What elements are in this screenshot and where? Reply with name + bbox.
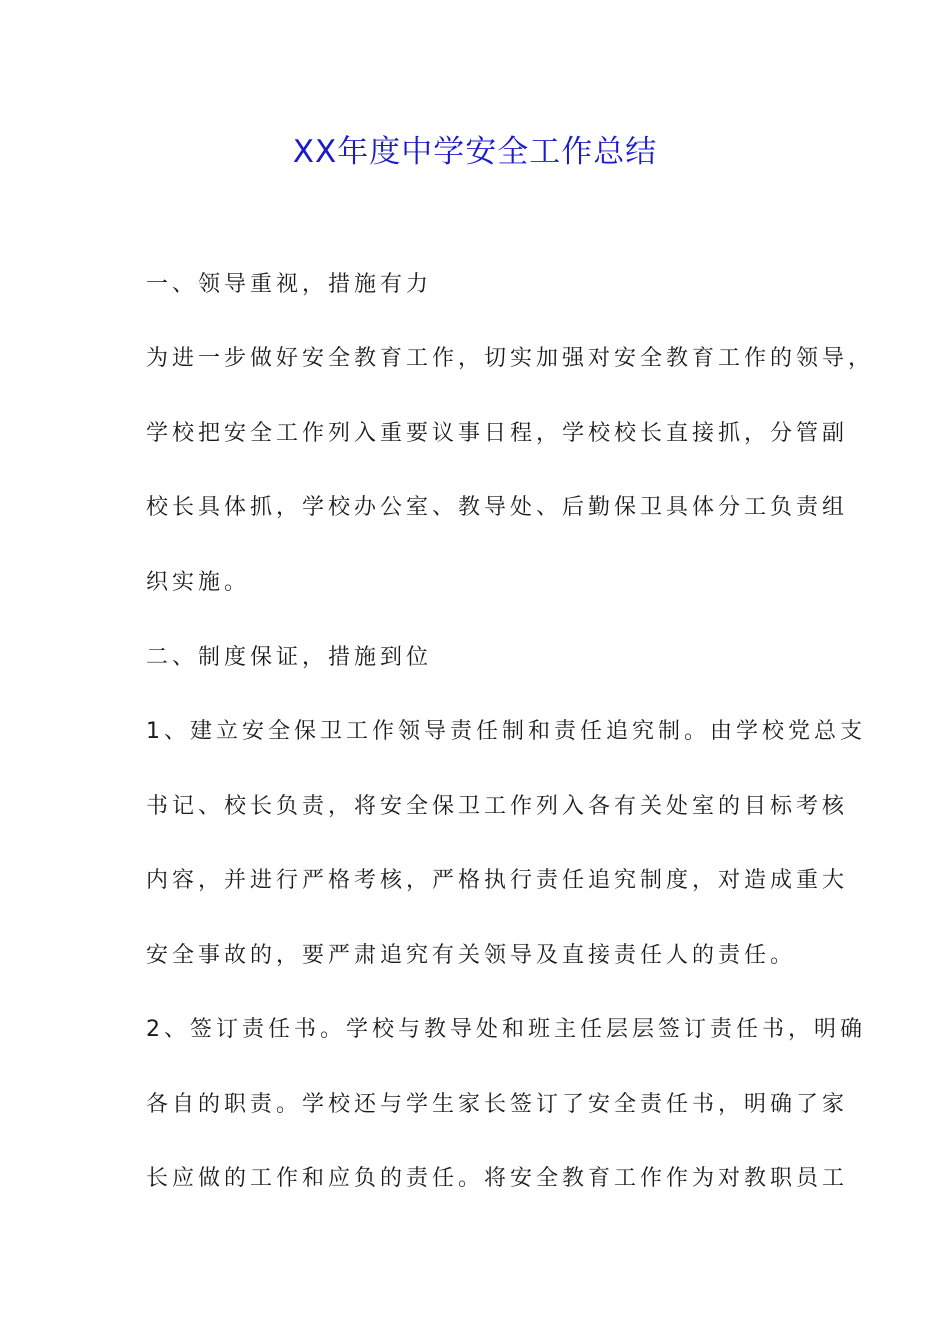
paragraph-line: 为进一步做好安全教育工作，切实加强对安全教育工作的领导， xyxy=(146,346,875,371)
paragraph-line: 2、签订责任书。学校与教导处和班主任层层签订责任书，明确 xyxy=(146,1017,866,1042)
paragraph-line: 长应做的工作和应负的责任。将安全教育工作作为对教职员工 xyxy=(146,1166,849,1191)
paragraph-line: 各自的职责。学校还与学生家长签订了安全责任书，明确了家 xyxy=(146,1092,849,1117)
paragraph-line: 安全事故的，要严肃追究有关领导及直接责任人的责任。 xyxy=(146,943,797,968)
paragraph-line: 校长具体抓，学校办公室、教导处、后勤保卫具体分工负责组 xyxy=(146,495,849,520)
paragraph-line: 1、建立安全保卫工作领导责任制和责任追究制。由学校党总支 xyxy=(146,719,866,744)
paragraph-line: 内容，并进行严格考核，严格执行责任追究制度，对造成重大 xyxy=(146,868,849,893)
paragraph-line: 书记、校长负责，将安全保卫工作列入各有关处室的目标考核 xyxy=(146,794,849,819)
section-heading-1: 一、领导重视，措施有力 xyxy=(146,272,433,297)
document-title: XX年度中学安全工作总结 xyxy=(292,134,658,170)
paragraph-line: 学校把安全工作列入重要议事日程，学校校长直接抓，分管副 xyxy=(146,421,849,446)
section-heading-2: 二、制度保证，措施到位 xyxy=(146,645,433,670)
paragraph-line: 织实施。 xyxy=(146,570,251,595)
